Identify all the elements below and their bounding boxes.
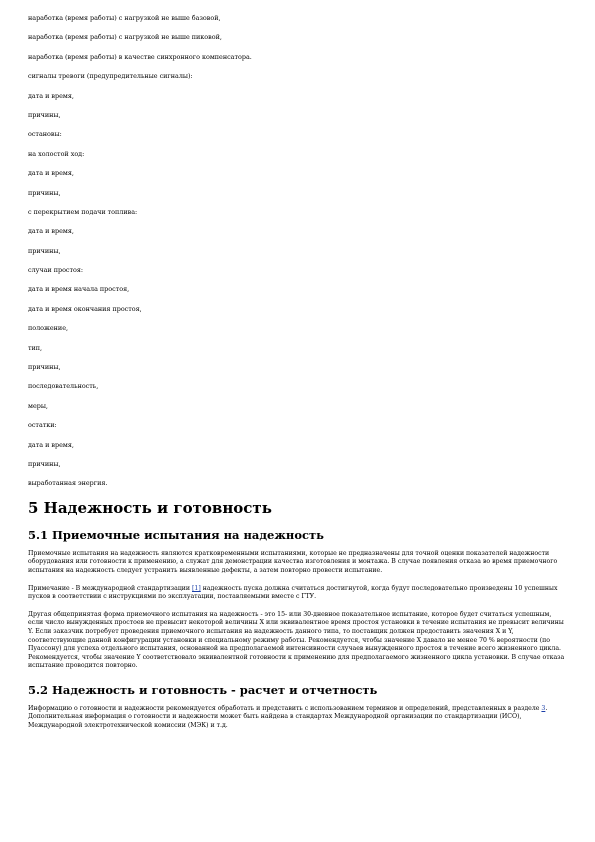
- list-line: наработка (время работы) с нагрузкой не выше базовой,: [28, 14, 221, 22]
- list-line: наработка (время работы) с нагрузкой не выше пиковой,: [28, 33, 222, 42]
- para-text-before: Информацию о готовности и надежности рекомендуется обработать и представить с использованием терминов и определений, представленных в разделе: [28, 704, 542, 712]
- list-line: случаи простоя:: [28, 266, 84, 275]
- section-5-1-paragraph-1: Приемочные испытания на надежность являются кратковременными испытаниями, которые не предназначены для точной оценки показателей надежности оборудования или готовности к применению, а служат для демонстрации качества изготовления и монтажа. В случае появления отказа во время приемочного испытания на надежность следует устранить выявленные дефекты, а затем повторно провести испытание.: [28, 549, 558, 574]
- section-5-heading: 5 Надежность и готовность: [28, 498, 272, 517]
- list-line: тип,: [28, 343, 43, 352]
- reference-1-link[interactable]: [1]: [192, 584, 201, 592]
- list-line: на холостой ход:: [28, 149, 85, 158]
- note-text-before: Примечание - В международной стандартизации: [28, 584, 193, 592]
- list-line: дата и время начала простоя,: [28, 285, 130, 294]
- list-line: наработка (время работы) в качестве синхронного компенсатора.: [28, 52, 252, 61]
- list-line: выработанная энергия.: [28, 479, 108, 488]
- list-line: дата и время,: [28, 440, 74, 449]
- para-text-after: . Дополнительная информация о готовности и надежности может быть найдена в стандартах Международной организации по стандартизации (ИСО), Международной электротехнической комиссии (МЭК) и т.д.: [28, 704, 548, 730]
- list-line: причины,: [28, 363, 61, 372]
- section-5-1-note: [28, 585, 568, 602]
- section-5-1-paragraph-3: Другая общепринятая форма приемочного испытания на надежность - это 15- или 30-дневное показательное испытание, которое будет считаться успешным, если число вынужденных простоев не превысит некоторой величины X или эквивалентное время простоя установки в течение испытания не превысит величины Y. Если заказчик потребует проведения приемочного испытания на надежность данного типа, то поставщик должен предоставить значения X и Y, соответствующие данной конфигурации установки и специальному режиму работы. Рекомендуется, чтобы значение X давало не менее 70 % вероятности (по Пуассону) для успеха отдельного испытания, основанной на предполагаемой интенсивности случаев вынужденного простоя в течение всего жизненного цикла. Рекомендуется, чтобы значение Y соответствовало эквивалентной готовности к применению для предполагаемого жизненного цикла установки. В случае отказа испытание проводится повторно.: [28, 610, 565, 670]
- list-line: дата и время окончания простоя,: [28, 304, 142, 313]
- list-line: последовательность,: [28, 382, 99, 391]
- list-line: дата и время,: [28, 227, 74, 236]
- section-5-2-paragraph-1: [28, 705, 568, 731]
- section-5-2-heading: 5.2 Надежность и готовность - расчет и отчетность: [28, 682, 378, 697]
- list-line: с перекрытием подачи топлива:: [28, 207, 138, 216]
- list-line: причины,: [28, 459, 61, 468]
- list-line: положение,: [28, 324, 69, 333]
- list-line: меры,: [28, 401, 48, 410]
- list-line: причины,: [28, 110, 61, 119]
- section-3-link[interactable]: 3: [541, 704, 546, 712]
- document-page: [28, 14, 568, 740]
- list-line: причины,: [28, 246, 61, 255]
- event-log-list: [28, 14, 568, 487]
- list-line: дата и время,: [28, 91, 74, 100]
- list-line: сигналы тревоги (предупредительные сигналы):: [28, 72, 193, 81]
- section-5-1-heading: 5.1 Приемочные испытания на надежность: [28, 527, 324, 542]
- list-line: остатки:: [28, 421, 57, 430]
- list-line: остановы:: [28, 130, 62, 139]
- note-text-after: надежность пуска должна считаться достигнутой, когда будут последовательно произведены 10 успешных пусков в соответствии с инструкциями по эксплуатации, поставляемыми вместе с ГТУ.: [28, 584, 558, 601]
- list-line: причины,: [28, 188, 61, 197]
- list-line: дата и время,: [28, 169, 74, 178]
